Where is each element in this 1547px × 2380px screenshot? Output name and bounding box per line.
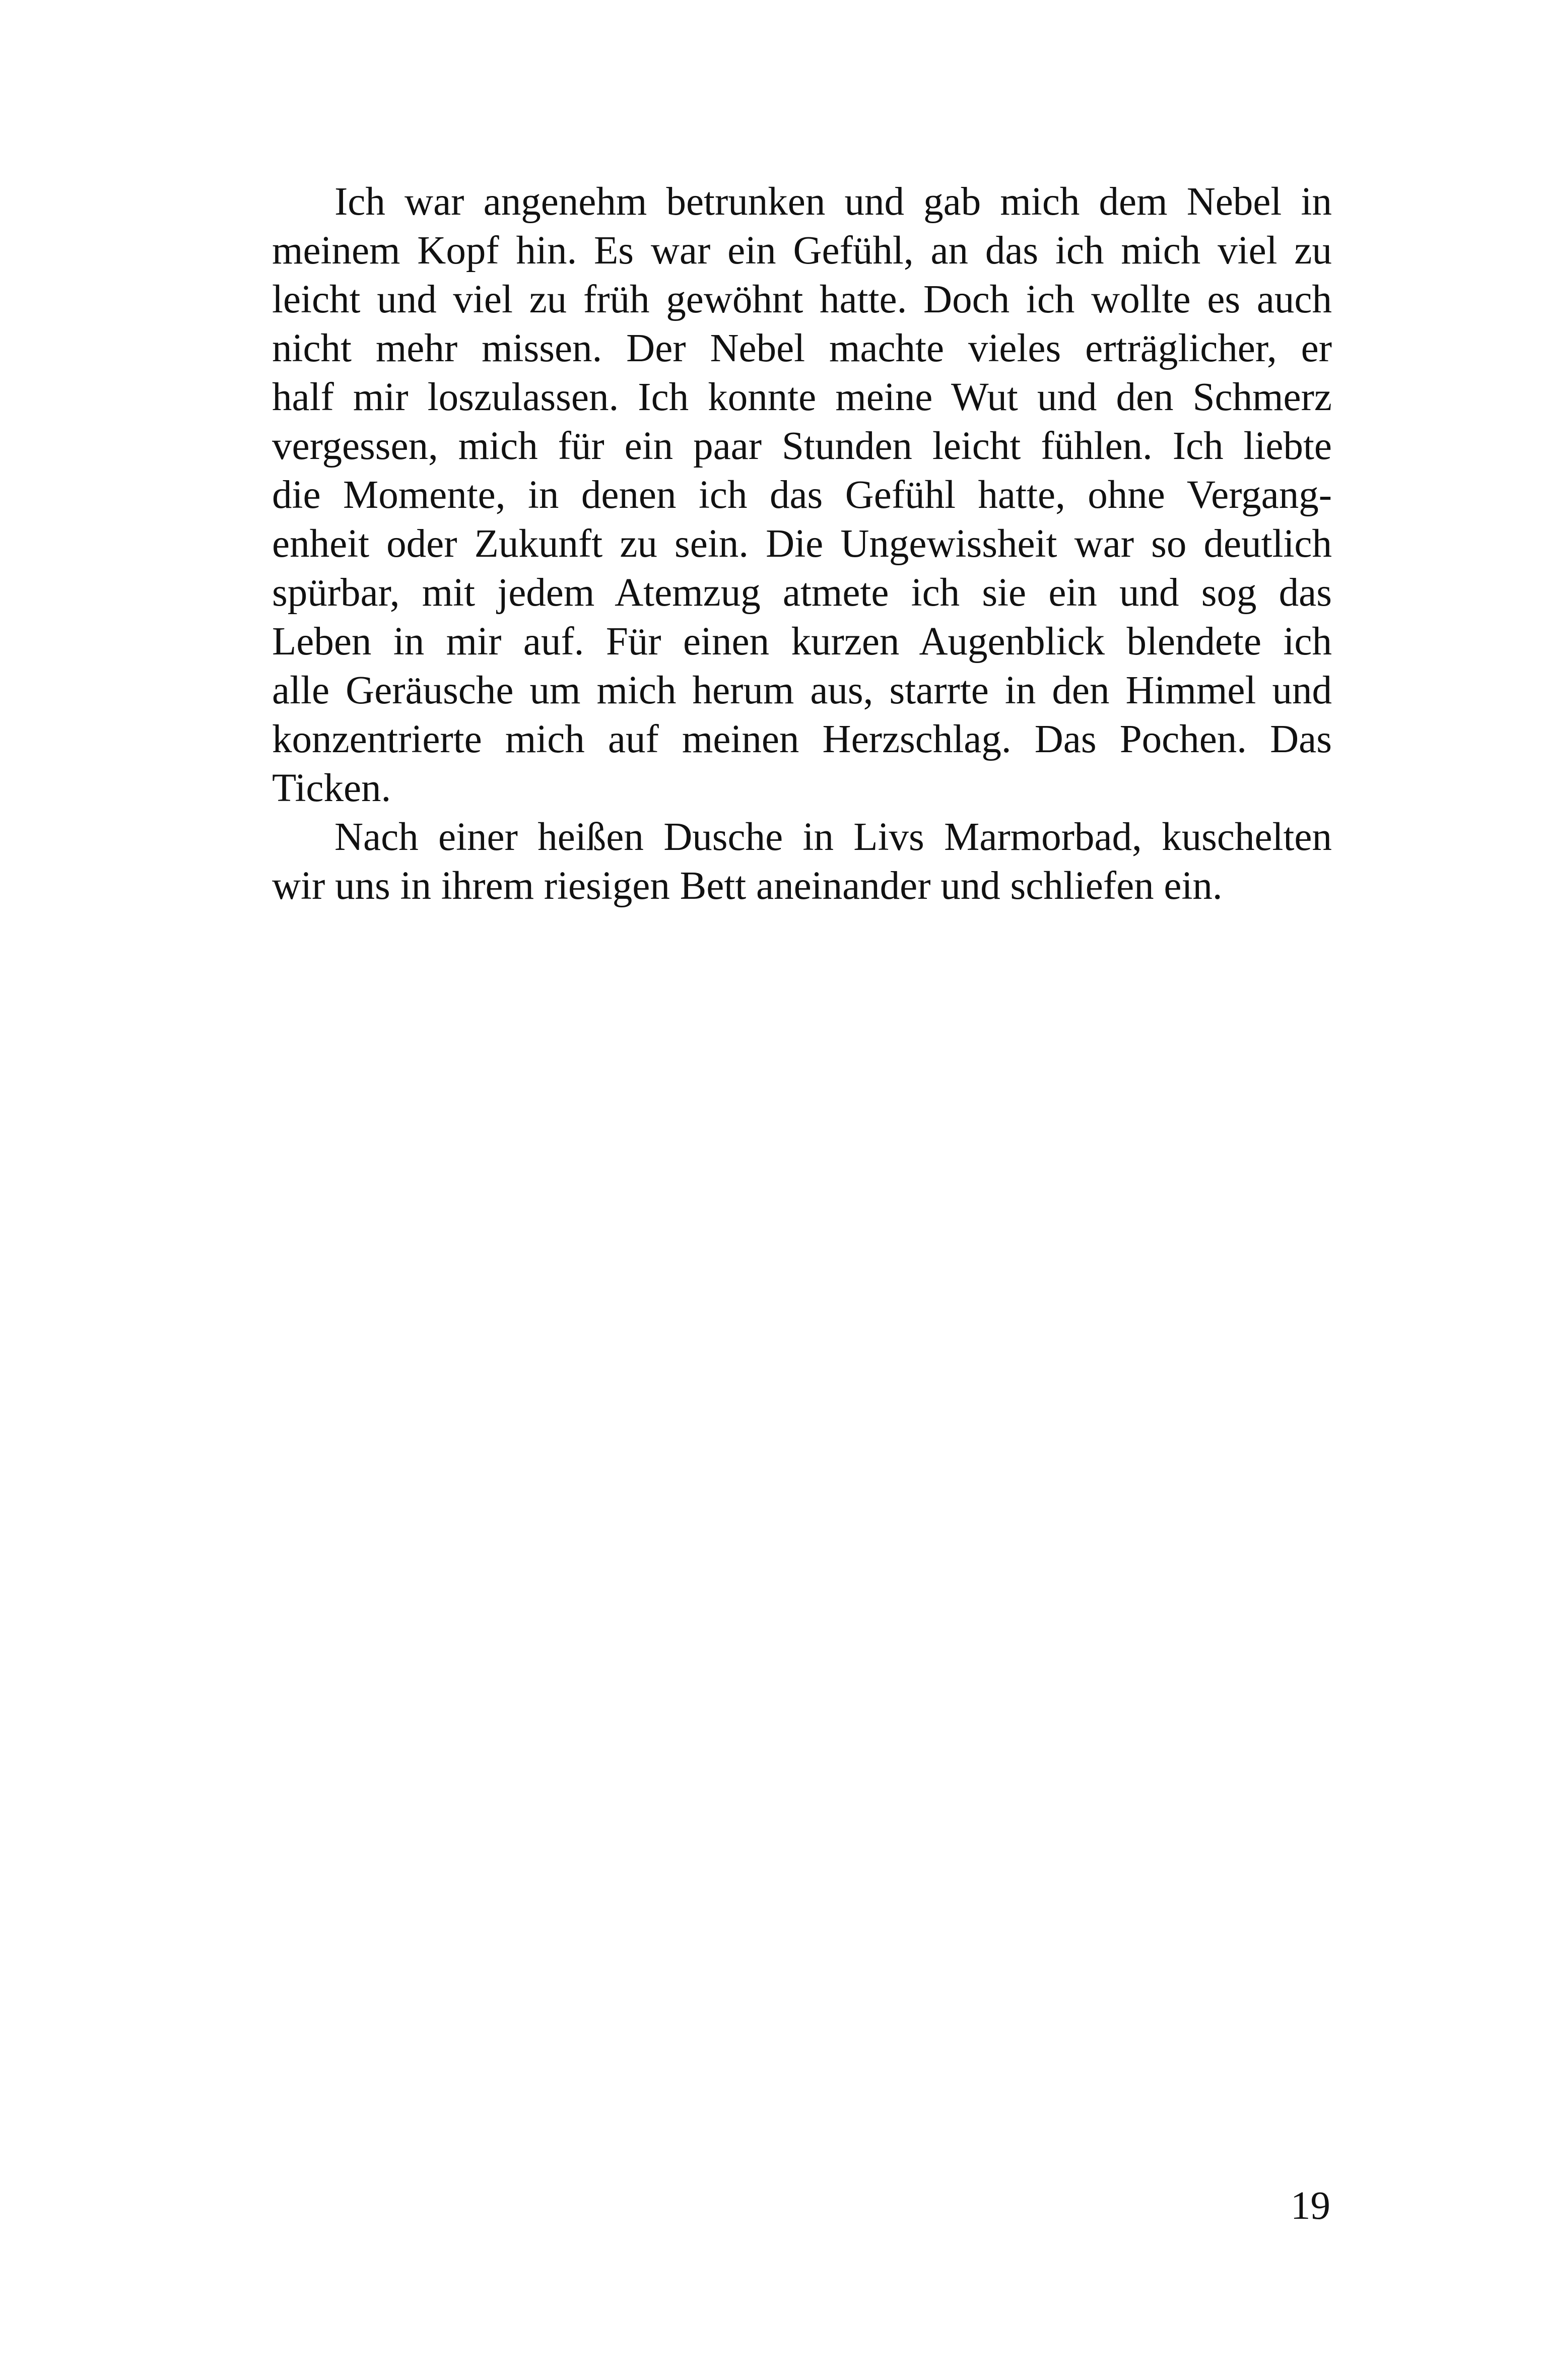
- text-line: Ich war angenehm betrunken und gab mich dem Nebel in: [334, 180, 1332, 224]
- text-line: die Momente, in denen ich das Gefühl hatte, ohne Vergang-: [272, 473, 1332, 517]
- text-line: meinem Kopf hin. Es war ein Gefühl, an das ich mich viel zu: [272, 229, 1332, 273]
- text-line: enheit oder Zukunft zu sein. Die Ungewissheit war so deutlich: [272, 522, 1332, 566]
- text-line: konzentrierte mich auf meinen Herzschlag. Das Pochen. Das: [272, 717, 1332, 761]
- text-line: Ticken.: [272, 766, 391, 810]
- paragraph-1: [272, 177, 1332, 813]
- text-line: vergessen, mich für ein paar Stunden leicht fühlen. Ich liebte: [272, 424, 1332, 468]
- text-line: spürbar, mit jedem Atemzug atmete ich sie ein und sog das: [272, 571, 1332, 615]
- paragraph-2: [272, 813, 1332, 910]
- page-number: 19: [1291, 2184, 1330, 2228]
- text-line: leicht und viel zu früh gewöhnt hatte. Doch ich wollte es auch: [272, 278, 1332, 321]
- text-line: wir uns in ihrem riesigen Bett aneinander und schliefen ein.: [272, 864, 1223, 908]
- body-text: [272, 177, 1332, 910]
- text-line: half mir loszulassen. Ich konnte meine Wut und den Schmerz: [272, 375, 1332, 419]
- text-line: Nach einer heißen Dusche in Livs Marmorbad, kuschelten: [334, 815, 1332, 859]
- text-line: nicht mehr missen. Der Nebel machte vieles erträglicher, er: [272, 326, 1332, 370]
- text-line: alle Geräusche um mich herum aus, starrte in den Himmel und: [272, 669, 1332, 712]
- text-line: Leben in mir auf. Für einen kurzen Augenblick blendete ich: [272, 620, 1332, 664]
